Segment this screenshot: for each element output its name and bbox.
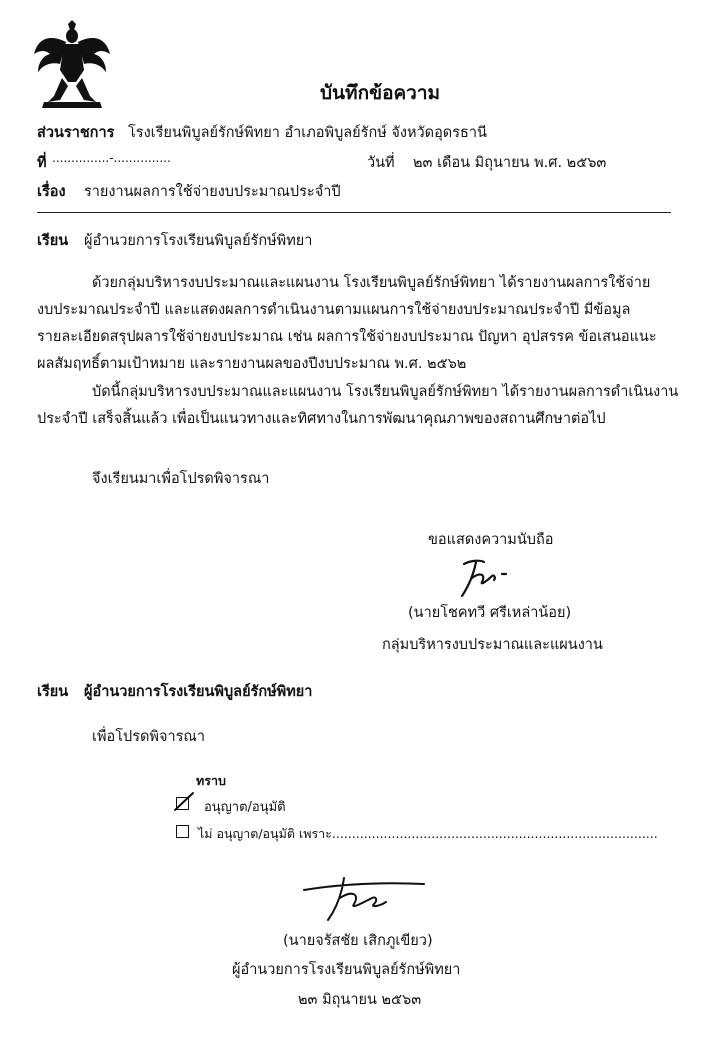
reference-label: ที่	[37, 155, 47, 171]
date-value: ๒๓ เดือน มิถุนายน พ.ศ. ๒๕๖๓	[413, 155, 607, 171]
garuda-emblem-icon	[30, 20, 114, 112]
reference-value: ...............-...............	[52, 151, 171, 165]
body-paragraph-1-line-4: ผลสัมฤทธิ์ตามเป้าหมาย และรายงานผลของปีงบประมาณ พ.ศ. ๒๕๖๒	[37, 356, 467, 372]
signer-1-name: (นายโชคทวี ศรีเหล่าน้อย)	[408, 605, 572, 621]
date-label: วันที่	[367, 155, 395, 171]
acknowledge-label: ทราบ	[196, 773, 226, 788]
body-paragraph-2-line-1: บัดนี้กลุ่มบริหารงบประมาณและแผนงาน โรงเรียนพิบูลย์รักษ์พิทยา ได้รายงานผลการดำเนินงาน	[92, 384, 679, 400]
reject-option-label: ไม่ อนุญาต/อนุมัติ เพราะ..................................................................................	[198, 826, 658, 841]
approval-salutation-value: ผู้อำนวยการโรงเรียนพิบูลย์รักษ์พิทยา	[84, 684, 313, 700]
header-divider	[37, 212, 671, 213]
subject-label: เรื่อง	[37, 184, 66, 200]
signer-2-position: ผู้อำนวยการโรงเรียนพิบูลย์รักษ์พิทยา	[232, 962, 461, 978]
agency-value: โรงเรียนพิบูลย์รักษ์พิทยา อำเภอพิบูลย์รักษ์ จังหวัดอุดรธานี	[128, 125, 487, 141]
checkmark-icon	[172, 790, 196, 814]
body-paragraph-1-line-3: รายละเอียดสรุปผลารใช้จ่ายงบประมาณ เช่น ผลการใช้จ่ายงบประมาณ ปัญหา อุปสรรค ข้อเสนอแนะ	[37, 329, 657, 345]
signer-2-name: (นายจรัสชัย เสิกภูเขียว)	[283, 933, 433, 949]
signer-2-date: ๒๓ มิถุนายน ๒๕๖๓	[298, 992, 422, 1008]
signature-1-icon	[458, 556, 528, 600]
body-paragraph-1-line-2: งบประมาณประจำปี และแสดงผลการดำเนินงานตามแผนการใช้จ่ายงบประมาณประจำปี มีข้อมูล	[37, 302, 631, 318]
body-paragraph-1-line-1: ด้วยกลุ่มบริหารงบประมาณและแผนงาน โรงเรียนพิบูลย์รักษ์พิทยา ได้รายงานผลการใช้จ่าย	[92, 275, 651, 291]
memo-title: บันทึกข้อความ	[320, 82, 441, 104]
signature-2-icon	[300, 868, 430, 928]
reject-checkbox[interactable]	[176, 825, 189, 838]
body-paragraph-2-line-2: ประจำปี เสร็จสิ้นแล้ว เพื่อเป็นแนวทางและทิศทางในการพัฒนาคุณภาพของสถานศึกษาต่อไป	[37, 411, 606, 427]
approve-option-label: อนุญาต/อนุมัติ	[204, 800, 286, 815]
agency-label: ส่วนราชการ	[37, 125, 115, 141]
signer-1-position: กลุ่มบริหารงบประมาณและแผนงาน	[382, 637, 603, 653]
approval-salutation-label: เรียน	[37, 684, 69, 700]
regards-text: ขอแสดงความนับถือ	[428, 532, 554, 548]
approval-note: เพื่อโปรดพิจารณา	[92, 729, 205, 745]
closing-line: จึงเรียนมาเพื่อโปรดพิจารณา	[92, 471, 270, 487]
subject-value: รายงานผลการใช้จ่ายงบประมาณประจำปี	[84, 184, 341, 200]
salutation-label: เรียน	[37, 233, 69, 249]
salutation-value: ผู้อำนวยการโรงเรียนพิบูลย์รักษ์พิทยา	[84, 233, 313, 249]
